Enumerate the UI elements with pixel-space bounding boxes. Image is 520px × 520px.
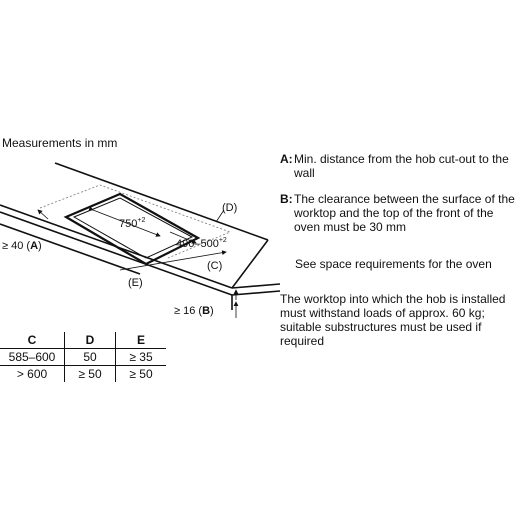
header-e: E — [116, 332, 167, 349]
table-cell: ≥ 50 — [116, 366, 167, 383]
depth-label: $490-500^{+2}$ — [176, 237, 227, 250]
table-cell: ≥ 35 — [116, 349, 167, 366]
header-c: C — [0, 332, 65, 349]
note-space: See space requirements for the oven — [295, 257, 492, 271]
table-row — [0, 366, 166, 383]
dimension-table — [0, 332, 166, 382]
label-d: (D) — [222, 202, 238, 214]
note-worktop: The worktop into which the hob is installed must withstand loads of approx. 60 kg; suitable substructures must be used if required — [280, 292, 506, 348]
table-cell: ≥ 50 — [65, 366, 116, 383]
label-c: (C) — [207, 260, 223, 272]
note-b-key: B: — [280, 192, 293, 206]
table-row — [0, 349, 166, 366]
table-cell: 50 — [65, 349, 116, 366]
table-cell: 585–600 — [0, 349, 65, 366]
note-a-key: A: — [280, 152, 293, 166]
note-b — [280, 192, 516, 234]
note-b-text: The clearance between the surface of the worktop and the top of the front of the oven must be 30 mm — [294, 192, 515, 234]
table-cell: > 600 — [0, 366, 65, 383]
label-b: ≥ 16 (B) — [174, 305, 214, 317]
width-label: $750^{+2}$ — [119, 217, 146, 230]
table-header-row — [0, 332, 166, 349]
label-a: ≥ 40 (A) — [2, 240, 42, 252]
note-a — [280, 152, 516, 180]
measurements-title: Measurements in mm — [2, 136, 118, 150]
note-a-text: Min. distance from the hob cut-out to the wall — [294, 152, 509, 180]
header-d: D — [65, 332, 116, 349]
label-e: (E) — [128, 277, 143, 289]
